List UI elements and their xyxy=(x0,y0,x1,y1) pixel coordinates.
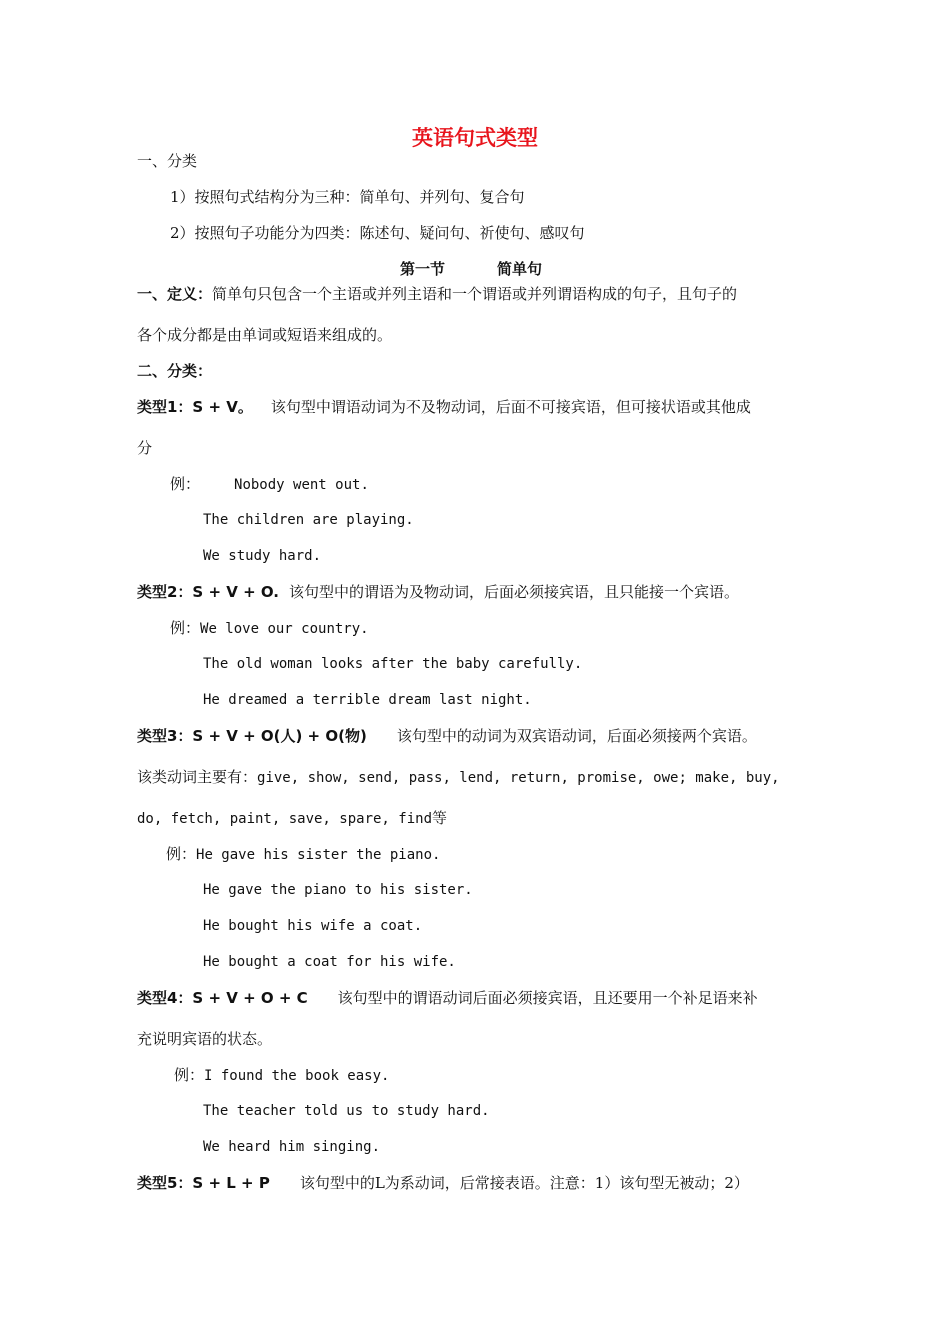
type1-line-1 xyxy=(137,397,751,417)
type3-example-3: He bought his wife a coat. xyxy=(203,918,423,934)
intro-heading: 一、分类 xyxy=(137,152,198,170)
type1-example-2: The children are playing. xyxy=(203,512,414,528)
type2-label: 类型2：S + V + O. xyxy=(137,583,279,601)
type4-desc-2: 充说明宾语的状态。 xyxy=(137,1030,273,1048)
type3-line xyxy=(137,726,757,746)
definition-line-1 xyxy=(137,284,737,304)
type3-verbs-line-2 xyxy=(137,808,447,829)
intro-item-2: 2）按照句子功能分为四类：陈述句、疑问句、祈使句、感叹句 xyxy=(170,224,585,242)
type3-verbs-suffix: 等 xyxy=(432,809,448,827)
type4-example-1 xyxy=(174,1065,389,1086)
type4-example-3: We heard him singing. xyxy=(203,1139,381,1155)
type4-example-label: 例： xyxy=(174,1066,205,1084)
type2-example-label: 例： xyxy=(170,619,201,637)
type2-example-2: The old woman looks after the baby carefully. xyxy=(203,656,583,672)
type2-example-3: He dreamed a terrible dream last night. xyxy=(203,692,532,708)
definition-line-2: 各个成分都是由单词或短语来组成的。 xyxy=(137,326,393,344)
type5-line xyxy=(137,1173,749,1193)
type3-desc: 该句型中的动词为双宾语动词，后面必须接两个宾语。 xyxy=(396,727,757,745)
type3-example-label: 例： xyxy=(166,845,197,863)
intro-item-1: 1）按照句式结构分为三种：简单句、并列句、复合句 xyxy=(170,188,525,206)
type3-verbs-1: give, show, send, pass, lend, return, promise, owe; make, buy, xyxy=(257,770,780,786)
type3-verbs-prefix: 该类动词主要有： xyxy=(137,768,258,786)
type2-example-1 xyxy=(170,618,369,639)
type4-label: 类型4：S + V + O + C xyxy=(137,989,308,1007)
type1-label: 类型1：S + V。 xyxy=(137,398,253,416)
type4-line-1 xyxy=(137,988,758,1008)
type3-verbs-2: do, fetch, paint, save, spare, find xyxy=(137,811,433,827)
definition-text-1: 简单句只包含一个主语或并列主语和一个谓语或并列谓语构成的句子，且句子的 xyxy=(212,285,738,303)
type3-verbs-line-1 xyxy=(137,767,780,788)
type2-desc: 该句型中的谓语为及物动词，后面必须接宾语，且只能接一个宾语。 xyxy=(289,583,740,601)
type5-label: 类型5：S + L + P xyxy=(137,1174,270,1192)
document-title: 英语句式类型 xyxy=(412,126,538,150)
section-label: 第一节 xyxy=(400,260,446,278)
type1-example-1 xyxy=(170,474,369,495)
definition-label: 一、定义： xyxy=(137,285,213,303)
classification-heading: 二、分类： xyxy=(137,362,213,380)
type3-label: 类型3：S + V + O(人) + O(物) xyxy=(137,727,367,745)
type4-example-2: The teacher told us to study hard. xyxy=(203,1103,490,1119)
type3-example-text: He gave his sister the piano. xyxy=(196,847,441,863)
type1-desc-2: 分 xyxy=(137,439,153,457)
type1-example-label: 例： xyxy=(170,475,201,493)
type2-line xyxy=(137,582,739,602)
type5-desc: 该句型中的L为系动词，后常接表语。注意：1）该句型无被动；2） xyxy=(299,1174,749,1192)
type1-example-text: Nobody went out. xyxy=(234,477,369,493)
type3-example-2: He gave the piano to his sister. xyxy=(203,882,473,898)
type4-desc-1: 该句型中的谓语动词后面必须接宾语，且还要用一个补足语来补 xyxy=(337,989,758,1007)
section-name: 简单句 xyxy=(497,260,543,278)
type2-example-text: We love our country. xyxy=(200,621,369,637)
type1-desc-1: 该句型中谓语动词为不及物动词，后面不可接宾语，但可接状语或其他成 xyxy=(270,398,751,416)
type1-example-3: We study hard. xyxy=(203,548,322,564)
type4-example-text: I found the book easy. xyxy=(204,1068,390,1084)
section-heading xyxy=(400,259,542,279)
type3-example-4: He bought a coat for his wife. xyxy=(203,954,456,970)
type3-example-1 xyxy=(166,844,440,865)
